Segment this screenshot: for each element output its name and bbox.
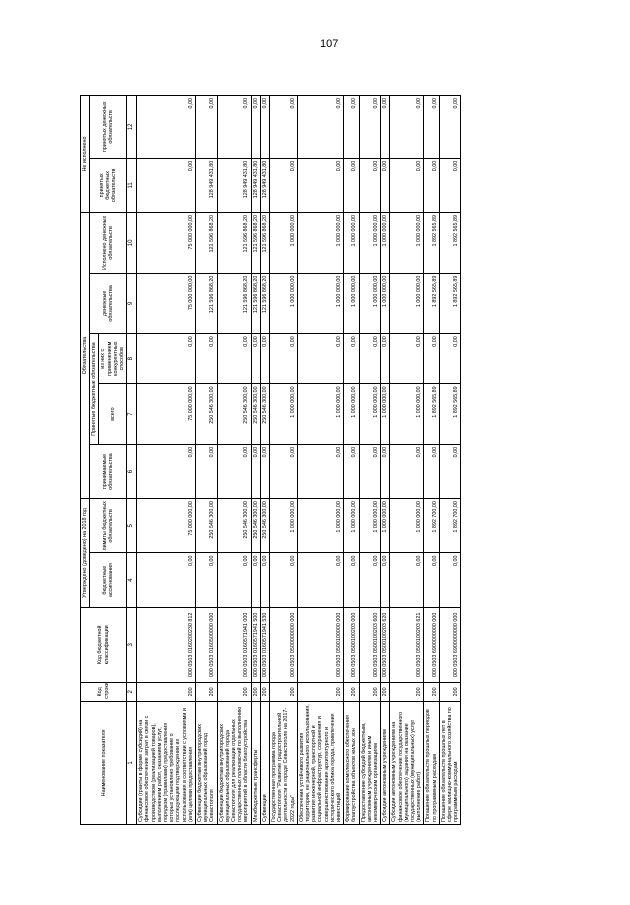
cell-c6: 0,00 bbox=[424, 444, 439, 498]
cell-c10: 121 596 868,20 bbox=[260, 213, 269, 274]
cell-c11: 128 949 431,80 bbox=[195, 158, 217, 212]
cell-c10: 1 000 000,00 bbox=[344, 213, 359, 274]
cell-c7: 1 000 000,00 bbox=[381, 384, 390, 445]
header-ne-budget: принятых бюджетных обязательств bbox=[90, 158, 127, 212]
cell-c8: 0,00 bbox=[390, 334, 424, 384]
cell-c8: 0,00 bbox=[195, 334, 217, 384]
cell-name: Государственная программа города Севастополя "Развитие градостроительной деятельности в городе Севастополе на 2017-2022 годы" bbox=[269, 701, 297, 824]
cell-c9: 1 000 000,00 bbox=[390, 273, 424, 334]
cell-c6: 0,00 bbox=[390, 444, 424, 498]
cell-code: 200 bbox=[381, 682, 390, 701]
cell-c4: 0,00 bbox=[195, 553, 217, 607]
table-row bbox=[390, 96, 424, 825]
cell-c4: 0,00 bbox=[297, 553, 343, 607]
cell-c12: 0,00 bbox=[424, 96, 439, 159]
cell-bcode: 000 0503 0160500000 000 bbox=[195, 607, 217, 682]
cell-code: 200 bbox=[195, 682, 217, 701]
col-index: 9 bbox=[127, 273, 137, 334]
cell-c4: 0,00 bbox=[217, 553, 251, 607]
cell-c4: 0,00 bbox=[381, 553, 390, 607]
cell-name: Формирование комплексного обеспечения благоустройства объектов жилых зон bbox=[344, 701, 359, 824]
cell-c5: 1 000 000,00 bbox=[390, 499, 424, 553]
cell-bcode: 000 0503 0500100203 620 bbox=[381, 607, 390, 682]
cell-c12: 0,00 bbox=[344, 96, 359, 159]
cell-c8: 0,00 bbox=[260, 334, 269, 384]
cell-c9: 1 000 000,00 bbox=[269, 273, 297, 334]
table-row bbox=[424, 96, 439, 825]
col-index: 2 bbox=[127, 682, 137, 701]
cell-c4: 0,00 bbox=[260, 553, 269, 607]
cell-c10: 121 596 868,20 bbox=[251, 213, 260, 274]
cell-c7: 1 892 565,89 bbox=[424, 384, 439, 445]
cell-c8: 0,00 bbox=[439, 334, 461, 384]
header-code: Код строки bbox=[81, 682, 127, 701]
cell-code: 200 bbox=[137, 682, 196, 701]
header-obligations-group: Обязательства bbox=[81, 213, 90, 499]
cell-bcode: 000 0503 0160571941 500 bbox=[251, 607, 260, 682]
cell-code: 200 bbox=[297, 682, 343, 701]
cell-c4: 0,00 bbox=[344, 553, 359, 607]
cell-c11: 0,00 bbox=[269, 158, 297, 212]
cell-code: 200 bbox=[251, 682, 260, 701]
cell-bcode: 000 0503 0500100203 000 bbox=[344, 607, 359, 682]
table-row bbox=[439, 96, 461, 825]
cell-c6: 0,00 bbox=[381, 444, 390, 498]
cell-c11: 128 949 431,80 bbox=[217, 158, 251, 212]
col-index: 11 bbox=[127, 158, 137, 212]
cell-c6: 0,00 bbox=[269, 444, 297, 498]
cell-c12: 0,00 bbox=[260, 96, 269, 159]
rotated-table-container bbox=[80, 95, 580, 825]
cell-c4: 0,00 bbox=[424, 553, 439, 607]
cell-c5: 250 546 300,00 bbox=[251, 499, 260, 553]
cell-c7: 75 000 000,00 bbox=[137, 384, 196, 445]
cell-c8: 0,00 bbox=[359, 334, 381, 384]
column-index-row bbox=[127, 96, 137, 825]
cell-c9: 1 000 000,00 bbox=[344, 273, 359, 334]
cell-c10: 1 000 000,00 bbox=[359, 213, 381, 274]
cell-c6: 0,00 bbox=[297, 444, 343, 498]
cell-c5: 1 000 000,00 bbox=[269, 499, 297, 553]
header-bcode: Код бюджетной классификации bbox=[81, 607, 127, 682]
cell-code: 200 bbox=[439, 682, 461, 701]
cell-c5: 1 892 700,00 bbox=[439, 499, 461, 553]
cell-c4: 0,00 bbox=[439, 553, 461, 607]
cell-c7: 1 000 000,00 bbox=[359, 384, 381, 445]
cell-c7: 1 000 000,00 bbox=[297, 384, 343, 445]
cell-c9: 1 892 565,89 bbox=[439, 273, 461, 334]
cell-c12: 0,00 bbox=[195, 96, 217, 159]
cell-c12: 0,00 bbox=[390, 96, 424, 159]
cell-c8: 0,00 bbox=[381, 334, 390, 384]
cell-c7: 1 000 000,00 bbox=[390, 384, 424, 445]
cell-c12: 0,00 bbox=[269, 96, 297, 159]
col-index: 8 bbox=[127, 334, 137, 384]
cell-bcode: 000 0503 0160571941 000 bbox=[217, 607, 251, 682]
cell-code: 200 bbox=[269, 682, 297, 701]
cell-code: 200 bbox=[217, 682, 251, 701]
cell-c9: 1 000 000,00 bbox=[297, 273, 343, 334]
rotated-table bbox=[80, 95, 580, 825]
table-row bbox=[251, 96, 260, 825]
cell-bcode: 000 0503 6900000000 000 bbox=[439, 607, 461, 682]
cell-c7: 250 546 300,00 bbox=[251, 384, 260, 445]
table-row bbox=[260, 96, 269, 825]
cell-c5: 250 546 300,00 bbox=[217, 499, 251, 553]
table-body bbox=[137, 96, 461, 825]
cell-c4: 0,00 bbox=[359, 553, 381, 607]
cell-code: 200 bbox=[424, 682, 439, 701]
header-ne-monetary: принятых денежных обязательств bbox=[90, 96, 127, 159]
table-row bbox=[344, 96, 359, 825]
cell-c12: 0,00 bbox=[137, 96, 196, 159]
cell-c9: 121 596 868,20 bbox=[260, 273, 269, 334]
cell-c8: 0,00 bbox=[137, 334, 196, 384]
cell-c9: 121 596 868,20 bbox=[217, 273, 251, 334]
table-row bbox=[195, 96, 217, 825]
cell-c6: 0,00 bbox=[344, 444, 359, 498]
cell-c6: 0,00 bbox=[195, 444, 217, 498]
page-number: 107 bbox=[320, 38, 339, 50]
header-executed: Исполнено денежных обязательств bbox=[90, 213, 127, 274]
cell-c12: 0,00 bbox=[297, 96, 343, 159]
cell-c6: 0,00 bbox=[251, 444, 260, 498]
report-table bbox=[80, 95, 461, 825]
cell-name: Погашение обязательств прошлых лет в сфере жилищно-коммунального хозяйства по программным расходам bbox=[439, 701, 461, 824]
table-row bbox=[297, 96, 343, 825]
cell-c5: 1 000 000,00 bbox=[359, 499, 381, 553]
col-index: 3 bbox=[127, 607, 137, 682]
cell-c4: 0,00 bbox=[251, 553, 260, 607]
table-row bbox=[137, 96, 196, 825]
cell-name: Субвенции bbox=[260, 701, 269, 824]
cell-bcode: 000 0503 0500000000 000 bbox=[269, 607, 297, 682]
cell-c5: 250 546 300,00 bbox=[260, 499, 269, 553]
cell-c8: 0,00 bbox=[344, 334, 359, 384]
cell-c8: 0,00 bbox=[251, 334, 260, 384]
cell-name: Субсидии автономным учреждениям на финансовое обеспечение государственного (муниципального) задания на оказание государственных (муниципальных) услуг (выполнение работ) bbox=[390, 701, 424, 824]
cell-c9: 1 892 565,89 bbox=[424, 273, 439, 334]
cell-c5: 250 546 300,00 bbox=[195, 499, 217, 553]
cell-c7: 250 546 300,00 bbox=[217, 384, 251, 445]
cell-c11: 128 949 431,80 bbox=[260, 158, 269, 212]
cell-c7: 1 892 565,89 bbox=[439, 384, 461, 445]
cell-c5: 1 892 700,00 bbox=[424, 499, 439, 553]
table-row bbox=[269, 96, 297, 825]
cell-c6: 0,00 bbox=[359, 444, 381, 498]
cell-bcode: 000 0503 0160571941 530 bbox=[260, 607, 269, 682]
table-row bbox=[381, 96, 390, 825]
cell-c10: 1 892 565,89 bbox=[439, 213, 461, 274]
cell-name: Межбюджетные трансферты bbox=[251, 701, 260, 824]
cell-c11: 0,00 bbox=[359, 158, 381, 212]
cell-name: Обеспечение устойчивого развития территории, ее рационального использования, развития инженерной, транспортной и социальной инфраструктур, сохранения и совершенствования архитектурного и исторического облика города, привлечения инвестиций bbox=[297, 701, 343, 824]
cell-c12: 0,00 bbox=[359, 96, 381, 159]
cell-c7: 250 546 300,00 bbox=[260, 384, 269, 445]
cell-c5: 1 000 000,00 bbox=[381, 499, 390, 553]
col-index: 12 bbox=[127, 96, 137, 159]
cell-bcode: 000 0503 0500100203 600 bbox=[359, 607, 381, 682]
cell-c8: 0,00 bbox=[269, 334, 297, 384]
cell-c8: 0,00 bbox=[424, 334, 439, 384]
cell-bcode: 000 0503 0500100203 621 bbox=[390, 607, 424, 682]
cell-c5: 1 000 000,00 bbox=[344, 499, 359, 553]
cell-c10: 1 000 000,00 bbox=[390, 213, 424, 274]
cell-c6: 0,00 bbox=[137, 444, 196, 498]
cell-c11: 0,00 bbox=[390, 158, 424, 212]
cell-c11: 128 949 431,80 bbox=[251, 158, 260, 212]
table-header bbox=[81, 96, 137, 825]
cell-name: Субсидии (гранты в форме субсидий) на финансовое обеспечение затрат в связи с производством (реализацией товаров), выполнением работ, оказанием услуг, порядком (правилами) предоставления которых установлено требование о последующем подтверждении их использования в соответствии с условиями и (или) целями предоставления bbox=[137, 701, 196, 824]
cell-c9: 121 596 868,20 bbox=[195, 273, 217, 334]
cell-c6: 0,00 bbox=[217, 444, 251, 498]
cell-c4: 0,00 bbox=[390, 553, 424, 607]
cell-c9: 1 000 000,00 bbox=[381, 273, 390, 334]
table-row bbox=[359, 96, 381, 825]
cell-name: Субсидии автономным учреждениям bbox=[381, 701, 390, 824]
cell-c6: 0,00 bbox=[260, 444, 269, 498]
cell-name: Субвенции бюджетам внутригородских муниципальных образований города Севастополя для реализации отдельных государственных полномочий по выполнению мероприятий в области благоустройства bbox=[217, 701, 251, 824]
header-approved-ba: бюджетные ассигнования bbox=[90, 553, 127, 607]
cell-c12: 0,00 bbox=[251, 96, 260, 159]
header-accepted: принимаемые обязательства bbox=[90, 444, 127, 498]
cell-c11: 0,00 bbox=[297, 158, 343, 212]
cell-c12: 0,00 bbox=[217, 96, 251, 159]
cell-name: Предоставление субсидий бюджетным, автономным учреждениям и иным некоммерческим организациям bbox=[359, 701, 381, 824]
col-index: 6 bbox=[127, 444, 137, 498]
cell-c5: 75 000 000,00 bbox=[137, 499, 196, 553]
cell-code: 200 bbox=[359, 682, 381, 701]
cell-code: 200 bbox=[390, 682, 424, 701]
cell-c10: 1 000 000,00 bbox=[381, 213, 390, 274]
col-index: 1 bbox=[127, 701, 137, 824]
cell-c10: 1 000 000,00 bbox=[269, 213, 297, 274]
cell-c10: 1 000 000,00 bbox=[297, 213, 343, 274]
cell-bcode: 000 0503 0160200230 812 bbox=[137, 607, 196, 682]
header-not-executed-group: Не исполнено bbox=[81, 96, 90, 213]
cell-c9: 121 596 868,20 bbox=[251, 273, 260, 334]
cell-c12: 0,00 bbox=[439, 96, 461, 159]
header-approved-group: Утверждено (доведено) на 2018 год bbox=[81, 499, 90, 608]
header-total: всего bbox=[99, 384, 127, 445]
cell-c8: 0,00 bbox=[217, 334, 251, 384]
cell-c11: 0,00 bbox=[424, 158, 439, 212]
cell-c7: 1 000 000,00 bbox=[269, 384, 297, 445]
header-approved-lbo: лимиты бюджетных обязательств bbox=[90, 499, 127, 553]
cell-c10: 121 596 868,20 bbox=[195, 213, 217, 274]
cell-c12: 0,00 bbox=[381, 96, 390, 159]
cell-c10: 1 892 565,89 bbox=[424, 213, 439, 274]
cell-c9: 75 000 000,00 bbox=[137, 273, 196, 334]
cell-name: Погашение обязательств прошлых периодов по программным расходам bbox=[424, 701, 439, 824]
cell-c5: 1 000 000,00 bbox=[297, 499, 343, 553]
cell-code: 200 bbox=[260, 682, 269, 701]
header-monetary: денежные обязательства bbox=[90, 273, 127, 334]
cell-code: 200 bbox=[344, 682, 359, 701]
cell-c9: 1 000 000,00 bbox=[359, 273, 381, 334]
cell-c10: 75 000 000,00 bbox=[137, 213, 196, 274]
col-index: 5 bbox=[127, 499, 137, 553]
table-row bbox=[217, 96, 251, 825]
cell-c11: 0,00 bbox=[439, 158, 461, 212]
cell-c11: 0,00 bbox=[137, 158, 196, 212]
cell-c4: 0,00 bbox=[137, 553, 196, 607]
cell-c4: 0,00 bbox=[269, 553, 297, 607]
cell-c7: 250 546 300,00 bbox=[195, 384, 217, 445]
col-index: 7 bbox=[127, 384, 137, 445]
cell-c11: 0,00 bbox=[344, 158, 359, 212]
col-index: 10 bbox=[127, 213, 137, 274]
cell-c6: 0,00 bbox=[439, 444, 461, 498]
header-accepted-budget-group: Принятые бюджетные обязательства bbox=[90, 334, 99, 445]
cell-c7: 1 000 000,00 bbox=[344, 384, 359, 445]
header-competitive: из них с применением конкурентных способов bbox=[99, 334, 127, 384]
cell-bcode: 000 0503 6900000000 000 bbox=[424, 607, 439, 682]
cell-c8: 0,00 bbox=[297, 334, 343, 384]
col-index: 4 bbox=[127, 553, 137, 607]
cell-bcode: 000 0503 0500100000 000 bbox=[297, 607, 343, 682]
cell-name: Субвенции бюджетам внутригородских муниципальных образований город Севастополя bbox=[195, 701, 217, 824]
cell-c10: 121 596 868,20 bbox=[217, 213, 251, 274]
header-name: Наименование показателя bbox=[81, 701, 127, 824]
cell-c11: 0,00 bbox=[381, 158, 390, 212]
